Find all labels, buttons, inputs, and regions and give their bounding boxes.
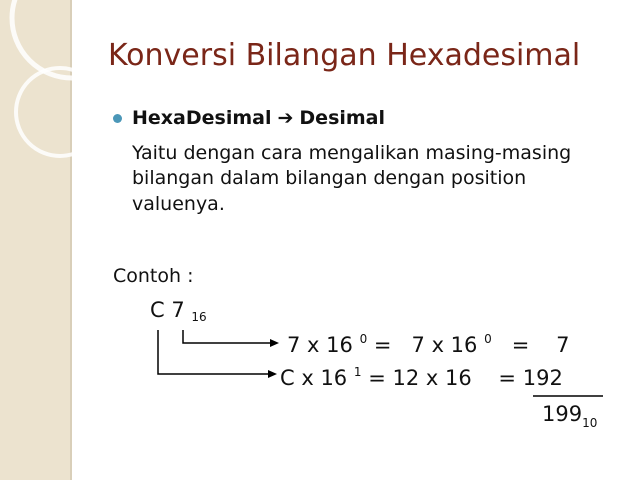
bullet-from: HexaDesimal — [132, 107, 272, 129]
description-line: bilangan dalam bilangan dengan position — [132, 167, 527, 190]
description-line: valuenya. — [132, 192, 225, 215]
row1-product-exponent: 0 — [484, 332, 492, 346]
row2-term: C x 16 — [280, 366, 348, 390]
row2-exponent: 1 — [353, 365, 362, 379]
row1-term: 7 x 16 — [287, 333, 353, 357]
example-label: Contoh : — [113, 265, 194, 287]
hex-number: C 7 — [150, 298, 185, 322]
hex-base: 16 — [191, 310, 207, 324]
right-arrow-icon: ➔ — [277, 107, 294, 129]
connector-arrow-1 — [183, 330, 272, 343]
conversion-total — [542, 402, 598, 430]
row2-product: 12 x 16 — [392, 366, 472, 390]
connector-arrowhead-1 — [270, 339, 279, 347]
row1-equals: = — [373, 333, 392, 357]
row2-equals-2: = — [498, 366, 517, 390]
row1-equals-2: = — [511, 333, 530, 357]
connector-arrowhead-2 — [268, 370, 277, 378]
total-value: 199 — [542, 402, 583, 426]
conversion-row-2 — [280, 366, 563, 390]
conversion-row-1 — [287, 333, 569, 357]
row1-exponent: 0 — [359, 332, 368, 346]
row2-equals: = — [368, 366, 386, 390]
bullet-to: Desimal — [299, 107, 386, 129]
description-line: Yaitu dengan cara mengalikan masing-masing — [132, 142, 572, 164]
row1-product: 7 x 16 — [411, 333, 478, 357]
row1-result: 7 — [556, 333, 570, 357]
total-base: 10 — [582, 416, 598, 430]
slide-title: Konversi Bilangan Hexadesimal — [108, 38, 581, 73]
connector-arrow-2 — [158, 330, 270, 374]
row2-result: 192 — [522, 366, 563, 390]
